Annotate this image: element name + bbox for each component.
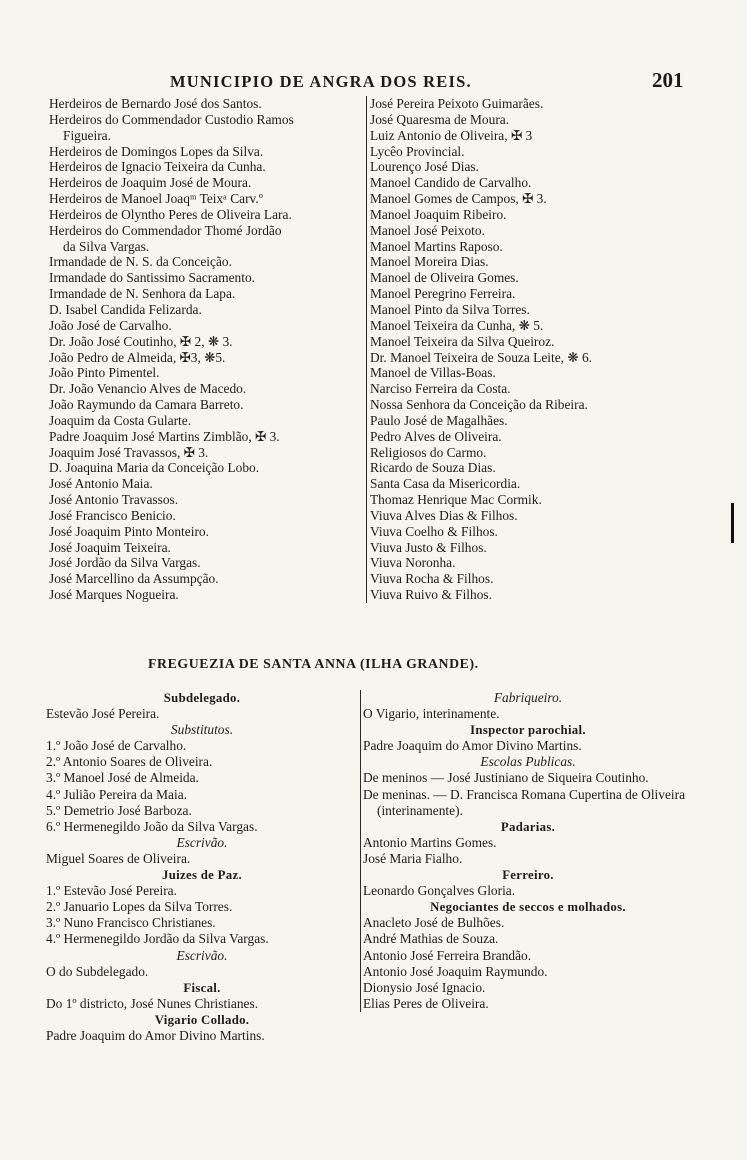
list-item: João Raymundo da Camara Barreto.: [49, 397, 244, 413]
escrivao-name: Miguel Soares de Oliveira.: [46, 850, 191, 866]
list-item: José Antonio Maia.: [49, 476, 153, 492]
list-item: Manoel Candido de Carvalho.: [370, 175, 532, 191]
list-item: Manoel Gomes de Campos, ✠ 3.: [370, 191, 547, 207]
list-item: José Maria Fialho.: [363, 850, 463, 866]
fabriqueiro-heading: Fabriqueiro.: [493, 690, 563, 705]
fiscal-name: Do 1º districto, José Nunes Christianes.: [46, 995, 259, 1011]
substitutos-heading: Substitutos.: [170, 722, 234, 738]
list-item: José Joaquim Pinto Monteiro.: [49, 523, 209, 539]
list-item: Herdeiros de Domingos Lopes da Silva.: [49, 143, 264, 159]
list-item: Herdeiros do Commendador Custodio Ramos: [49, 111, 294, 127]
list-item: D. Isabel Candida Felizarda.: [49, 301, 202, 317]
page-edge-mark: [731, 503, 734, 543]
subdelegado-name: Estevão José Pereira.: [46, 706, 160, 722]
escrivao-heading: Escrivão.: [176, 834, 228, 850]
bottom-left-column: [46, 690, 358, 1044]
list-item: 5.º Demetrio José Barboza.: [46, 802, 192, 818]
list-item: Irmandade de N. S. da Conceição.: [49, 254, 232, 270]
list-item: 1.º João José de Carvalho.: [46, 738, 187, 754]
list-item: Manoel Teixeira da Silva Queiroz.: [370, 333, 555, 349]
list-item: 4.º Julião Pereira da Maia.: [46, 786, 187, 802]
page-number: 201: [652, 68, 684, 92]
list-item: Manoel Moreira Dias.: [370, 254, 489, 270]
list-item: Viuva Coelho & Filhos.: [370, 523, 498, 539]
section-title: FREGUEZIA DE SANTA ANNA (ILHA GRANDE).: [148, 656, 479, 671]
top-left-column: [49, 96, 361, 603]
list-item: José Pereira Peixoto Guimarães.: [370, 96, 544, 111]
list-item: Viuva Ruivo & Filhos.: [370, 587, 492, 603]
list-item: Dionysio José Ignacio.: [363, 979, 486, 995]
list-item: D. Joaquina Maria da Conceição Lobo.: [49, 460, 260, 476]
list-item: José Marques Nogueira.: [49, 587, 179, 603]
list-item: 4.º Hermenegildo Jordão da Silva Vargas.: [46, 931, 269, 947]
list-item: Ricardo de Souza Dias.: [370, 460, 496, 476]
list-item: Viuva Rocha & Filhos.: [370, 571, 494, 587]
list-item: Lourenço José Dias.: [370, 159, 479, 175]
list-item: João Pedro de Almeida, ✠3, ❋5.: [49, 349, 226, 365]
list-item: Dr. João Venancio Alves de Macedo.: [49, 381, 247, 397]
list-item: José Francisco Benicio.: [49, 507, 176, 523]
subdelegado-heading: Subdelegado.: [163, 691, 241, 705]
padarias-heading: Padarias.: [500, 819, 556, 834]
list-item: Antonio José Joaquim Raymundo.: [363, 963, 548, 979]
list-item: Viuva Noronha.: [370, 555, 456, 571]
list-item: Irmandade do Santissimo Sacramento.: [49, 270, 256, 286]
list-item: José Marcellino da Assumpção.: [49, 571, 219, 587]
list-item: Elias Peres de Oliveira.: [363, 995, 489, 1011]
list-item: Figueira.: [63, 127, 111, 143]
list-item: Dr. João José Coutinho, ✠ 2, ❋ 3.: [49, 333, 233, 349]
list-item: Pedro Alves de Oliveira.: [370, 428, 502, 444]
list-item: Viuva Justo & Filhos.: [370, 539, 487, 555]
list-item: Lycêo Provincial.: [370, 143, 465, 159]
bottom-right-column: [360, 690, 693, 1012]
list-item: João Pinto Pimentel.: [49, 365, 160, 381]
list-item: 2.º Antonio Soares de Oliveira.: [46, 754, 213, 770]
list-item: 2.º Januario Lopes da Silva Torres.: [46, 899, 233, 915]
list-item: 1.º Estevão José Pereira.: [46, 883, 177, 899]
list-item: José Jordão da Silva Vargas.: [49, 555, 201, 571]
list-item: José Antonio Travassos.: [49, 492, 179, 508]
list-item: Dr. Manoel Teixeira de Souza Leite, ❋ 6.: [370, 349, 592, 365]
vigario-heading: Vigario Collado.: [154, 1012, 250, 1027]
escola-meninas: De meninas. — D. Francisca Romana Cupertina de Oliveira (interinamente).: [363, 786, 686, 818]
list-item: Religiosos do Carmo.: [370, 444, 487, 460]
list-item: Joaquim da Costa Gularte.: [49, 412, 192, 428]
escola-meninos: De meninos — José Justiniano de Siqueira Coutinho.: [363, 770, 649, 786]
escrivao-heading: Escrivão.: [176, 947, 228, 963]
list-item: 3.º Nuno Francisco Christianes.: [46, 915, 216, 931]
list-item: Manoel Peregrino Ferreira.: [370, 286, 516, 302]
list-item: 3.º Manoel José de Almeida.: [46, 770, 199, 786]
list-item: André Mathias de Souza.: [363, 931, 499, 947]
list-item: Herdeiros de Manoel Joaqᵐ Teixᵃ Carv.º: [49, 191, 263, 207]
list-item: Herdeiros de Joaquim José de Moura.: [49, 175, 252, 191]
list-item: Manoel Teixeira da Cunha, ❋ 5.: [370, 317, 544, 333]
vigario-name: Padre Joaquim do Amor Divino Martins.: [46, 1027, 265, 1043]
list-item: Paulo José de Magalhães.: [370, 412, 508, 428]
ferreiro-name: Leonardo Gonçalves Gloria.: [363, 883, 516, 899]
juizes-heading: Juizes de Paz.: [162, 868, 242, 883]
list-item: Manoel José Peixoto.: [370, 222, 485, 238]
list-item: Manoel Joaquim Ribeiro.: [370, 206, 507, 222]
list-item: Joaquim José Travassos, ✠ 3.: [49, 444, 209, 460]
negociantes-heading: Negociantes de seccos e molhados.: [430, 900, 626, 915]
list-item: José Quaresma de Moura.: [370, 111, 510, 127]
running-title: MUNICIPIO DE ANGRA DOS REIS.: [170, 72, 472, 91]
list-item: Herdeiros de Bernardo José dos Santos.: [49, 96, 262, 111]
list-item: Manoel Martins Raposo.: [370, 238, 503, 254]
inspector-name: Padre Joaquim do Amor Divino Martins.: [363, 738, 582, 754]
list-item: José Joaquim Teixeira.: [49, 539, 171, 555]
list-item: 6.º Hermenegildo João da Silva Vargas.: [46, 818, 258, 834]
escolas-heading: Escolas Publicas.: [480, 754, 576, 770]
list-item: Narciso Ferreira da Costa.: [370, 381, 511, 397]
list-item: João José de Carvalho.: [49, 317, 172, 333]
list-item: Thomaz Henrique Mac Cormik.: [370, 492, 542, 508]
fiscal-heading: Fiscal.: [183, 980, 221, 995]
escrivao-name: O do Subdelegado.: [46, 963, 149, 979]
list-item: Padre Joaquim José Martins Zimblão, ✠ 3.: [49, 428, 280, 444]
list-item: Anacleto José de Bulhões.: [363, 915, 505, 931]
list-item: Antonio Martins Gomes.: [363, 834, 497, 850]
list-item: Antonio José Ferreira Brandão.: [363, 947, 532, 963]
top-right-column: [366, 96, 710, 603]
list-item: Nossa Senhora da Conceição da Ribeira.: [370, 397, 588, 413]
list-item: Herdeiros do Commendador Thomé Jordão: [49, 222, 282, 238]
list-item: Luiz Antonio de Oliveira, ✠ 3: [370, 127, 533, 143]
list-item: Manoel de Villas-Boas.: [370, 365, 496, 381]
list-item: Santa Casa da Misericordia.: [370, 476, 521, 492]
list-item: da Silva Vargas.: [63, 238, 150, 254]
ferreiro-heading: Ferreiro.: [502, 868, 554, 883]
list-item: Manoel de Oliveira Gomes.: [370, 270, 519, 286]
inspector-heading: Inspector parochial.: [470, 723, 586, 738]
list-item: Manoel Pinto da Silva Torres.: [370, 301, 530, 317]
list-item: Herdeiros de Ignacio Teixeira da Cunha.: [49, 159, 266, 175]
list-item: Irmandade de N. Senhora da Lapa.: [49, 286, 236, 302]
list-item: Viuva Alves Dias & Filhos.: [370, 507, 518, 523]
fabriqueiro-name: O Vigario, interinamente.: [363, 706, 500, 722]
list-item: Herdeiros de Olyntho Peres de Oliveira Lara.: [49, 206, 292, 222]
